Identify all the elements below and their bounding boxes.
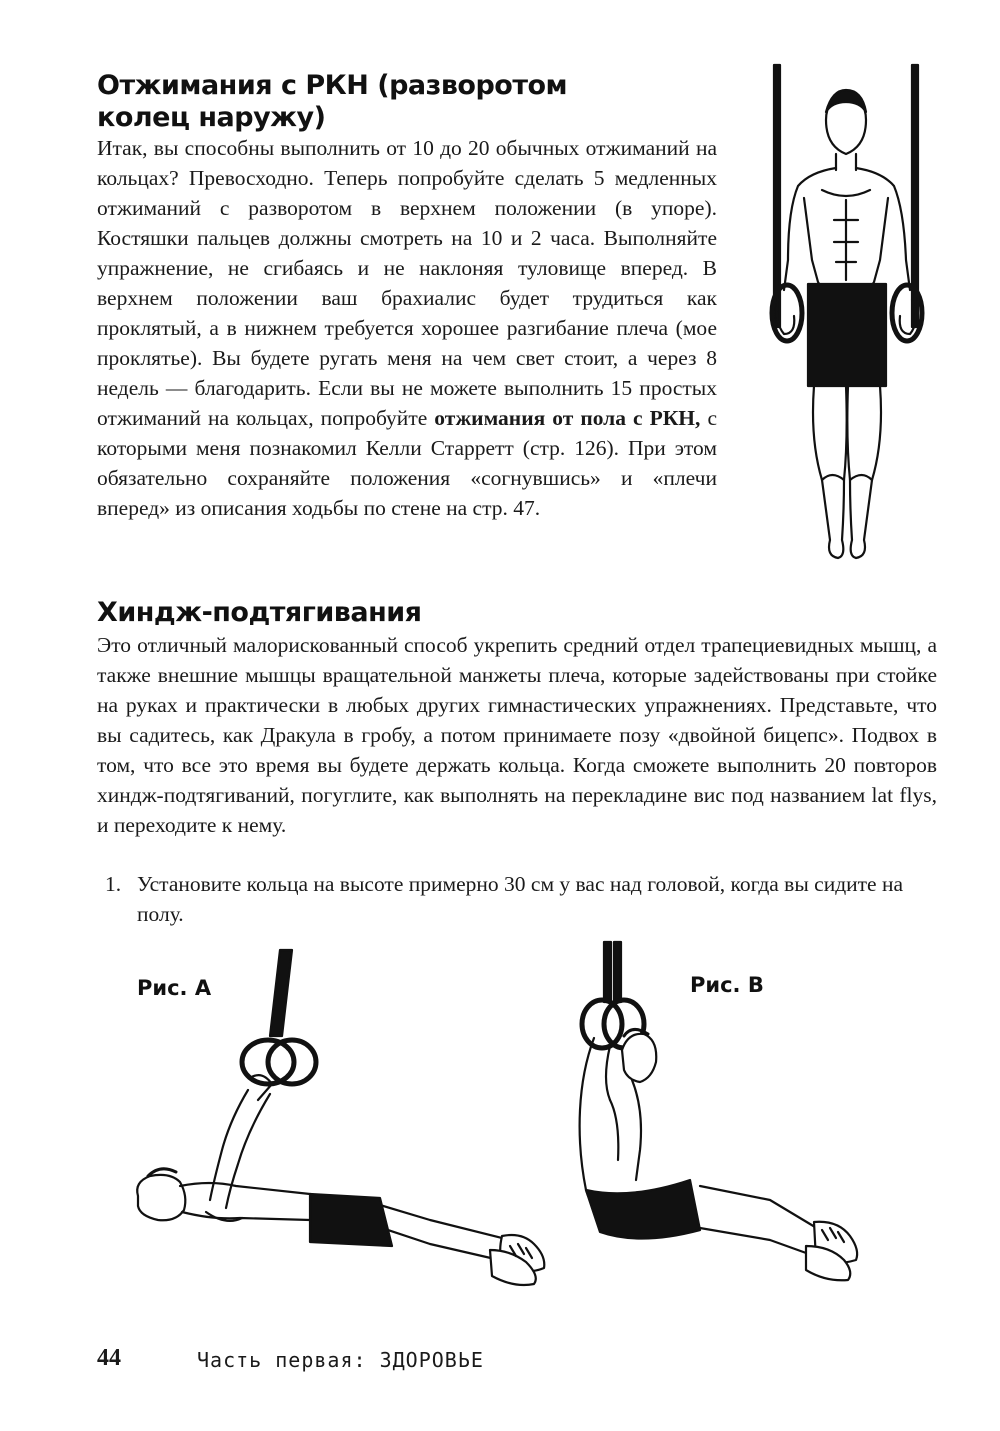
step-number: 1. [105, 872, 122, 896]
section-paragraph-hinge-pullups: Это отличный малорискованный способ укрепить средний отдел трапециевидных мышц, а также внешние мышцы вращательной манжеты плеча, которые задействованы при стойке на руках и практически в любых других гимнастических упражнениях. Представьте, что вы садитесь, как Дракула в гробу, а потом принимаете позу «двойной бицепс». Подвох в том, что все это время вы будете держать кольца. Когда сможете выполнить 20 повторов хиндж-подтягиваний, погуглите, как выполнять на перекладине вис под названием lat flys, и переходите к нему. [97, 633, 937, 837]
figure-b-illustration [570, 940, 870, 1310]
steps-list [97, 869, 937, 929]
figure-a-caption: Рис. А [137, 976, 212, 1000]
paragraph-text-start: Итак, вы способны выполнить от 10 до 20 обычных отжиманий на кольцах? Превосходно. Теперь попробуйте сделать 5 медленных отжиманий с разворотом в верхнем положении (в упоре). Костяшки пальцев должны смотреть на 10 и 2 часа. Выполняйте упражнение, не сгибаясь и не наклоняя туловище вперед. В верхнем положении ваш брахиалис будет трудиться как проклятый, а в нижнем требуется хорошее разгибание плеча (мое проклятье). Вы будете ругать меня на чем свет стоит, а через 8 недель — благодарить. Если вы не можете выполнить 15 простых отжиманий на кольцах, попробуйте [97, 136, 717, 430]
figure-a-illustration [130, 950, 560, 1310]
section-title-hinge-pullups: Хиндж-подтягивания [97, 597, 422, 628]
step-text: Установите кольца на высоте примерно 30 см у вас над головой, когда вы сидите на полу. [137, 872, 904, 926]
page-number: 44 [97, 1345, 121, 1371]
running-footer: Часть первая: ЗДОРОВЬЕ [197, 1348, 484, 1372]
paragraph-text-end: с которыми меня познакомил Келли Старретт (стр. 126). При этом обязательно сохраняйте положения «согнувшись» и «плечи вперед» из описания ходьбы по стене на стр. 47. [97, 406, 717, 520]
paragraph-bold-phrase: отжимания от пола с РКН, [434, 406, 701, 430]
step-item [97, 869, 937, 929]
rings-support-illustration [760, 60, 940, 570]
section-paragraph-rto-pushups [97, 133, 717, 523]
figure-b-caption: Рис. В [690, 973, 764, 997]
section-title-rto-pushups: Отжимания с РКН (разворотом колец наружу) [97, 70, 568, 133]
